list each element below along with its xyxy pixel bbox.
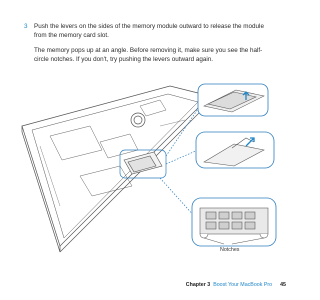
memory-removal-illustration	[20, 66, 290, 270]
laptop-bottom-case	[22, 86, 210, 252]
inset-lever-release	[198, 84, 268, 116]
page-number: 45	[280, 282, 286, 288]
step-paragraph-1: Push the levers on the sides of the memory module outward to release the module from the memory card slot.	[34, 23, 264, 39]
step-3	[24, 22, 276, 64]
footer-chapter-title: Boost Your MacBook Pro	[213, 282, 273, 288]
inset-notches	[192, 198, 276, 246]
page-footer	[150, 282, 286, 288]
footer-chapter: Chapter 3	[185, 282, 211, 288]
step-number: 3	[24, 23, 28, 30]
step-paragraph-2: The memory pops up at an angle. Before removing it, make sure you see the half-circle notches. If you don't, try pushing the levers outward again.	[34, 47, 263, 63]
notches-label: Notches	[220, 247, 240, 253]
inset-lever-detail	[196, 132, 274, 168]
